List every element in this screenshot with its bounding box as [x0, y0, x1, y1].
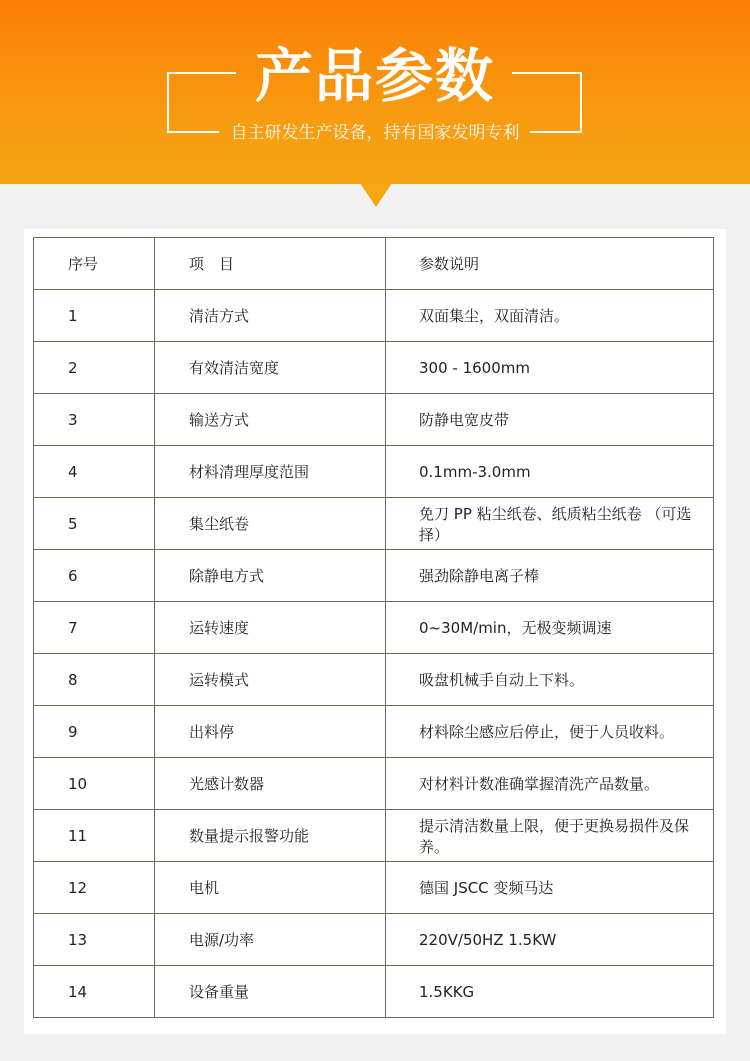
row-desc: 对材料计数准确掌握清洗产品数量。 — [386, 758, 714, 810]
table-row — [34, 290, 714, 342]
row-no: 6 — [34, 550, 155, 602]
row-no: 9 — [34, 706, 155, 758]
row-no: 13 — [34, 914, 155, 966]
row-desc: 免刀 PP 粘尘纸卷、纸质粘尘纸卷 （可选择） — [386, 498, 714, 550]
table-row — [34, 706, 714, 758]
row-item: 电源/功率 — [155, 914, 386, 966]
header-no: 序号 — [34, 238, 155, 290]
table-row — [34, 446, 714, 498]
row-item: 出料停 — [155, 706, 386, 758]
parameter-table — [33, 237, 714, 1018]
banner-pointer — [360, 183, 392, 207]
row-no: 5 — [34, 498, 155, 550]
row-no: 4 — [34, 446, 155, 498]
table-row — [34, 914, 714, 966]
row-desc: 吸盘机械手自动上下料。 — [386, 654, 714, 706]
row-item: 设备重量 — [155, 966, 386, 1018]
row-item: 数量提示报警功能 — [155, 810, 386, 862]
row-no: 2 — [34, 342, 155, 394]
row-desc: 提示清洁数量上限，便于更换易损件及保养。 — [386, 810, 714, 862]
page-subtitle: 自主研发生产设备，持有国家发明专利 — [230, 123, 520, 143]
row-item: 集尘纸卷 — [155, 498, 386, 550]
row-item: 除静电方式 — [155, 550, 386, 602]
row-desc: 德国 JSCC 变频马达 — [386, 862, 714, 914]
row-item: 输送方式 — [155, 394, 386, 446]
row-no: 3 — [34, 394, 155, 446]
row-no: 12 — [34, 862, 155, 914]
page-title: 产品参数 — [254, 42, 495, 110]
table-row — [34, 862, 714, 914]
row-item: 材料清理厚度范围 — [155, 446, 386, 498]
row-item: 有效清洁宽度 — [155, 342, 386, 394]
header-desc: 参数说明 — [386, 238, 714, 290]
table-row — [34, 758, 714, 810]
row-desc: 220V/50HZ 1.5KW — [386, 914, 714, 966]
row-desc: 强劲除静电离子棒 — [386, 550, 714, 602]
row-desc: 0~30M/min，无极变频调速 — [386, 602, 714, 654]
row-item: 光感计数器 — [155, 758, 386, 810]
row-no: 1 — [34, 290, 155, 342]
table-row — [34, 602, 714, 654]
table-row — [34, 966, 714, 1018]
table-row — [34, 498, 714, 550]
row-desc: 1.5KKG — [386, 966, 714, 1018]
row-no: 7 — [34, 602, 155, 654]
table-row — [34, 654, 714, 706]
table-header-row — [34, 238, 714, 290]
row-desc: 材料除尘感应后停止，便于人员收料。 — [386, 706, 714, 758]
row-no: 11 — [34, 810, 155, 862]
table-row — [34, 810, 714, 862]
row-desc: 双面集尘，双面清洁。 — [386, 290, 714, 342]
row-no: 14 — [34, 966, 155, 1018]
row-item: 电机 — [155, 862, 386, 914]
header-item: 项 目 — [155, 238, 386, 290]
row-desc: 300 - 1600mm — [386, 342, 714, 394]
table-row — [34, 342, 714, 394]
row-no: 8 — [34, 654, 155, 706]
table-row — [34, 394, 714, 446]
row-no: 10 — [34, 758, 155, 810]
table-row — [34, 550, 714, 602]
row-desc: 0.1mm-3.0mm — [386, 446, 714, 498]
row-item: 运转模式 — [155, 654, 386, 706]
row-item: 清洁方式 — [155, 290, 386, 342]
row-item: 运转速度 — [155, 602, 386, 654]
row-desc: 防静电宽皮带 — [386, 394, 714, 446]
